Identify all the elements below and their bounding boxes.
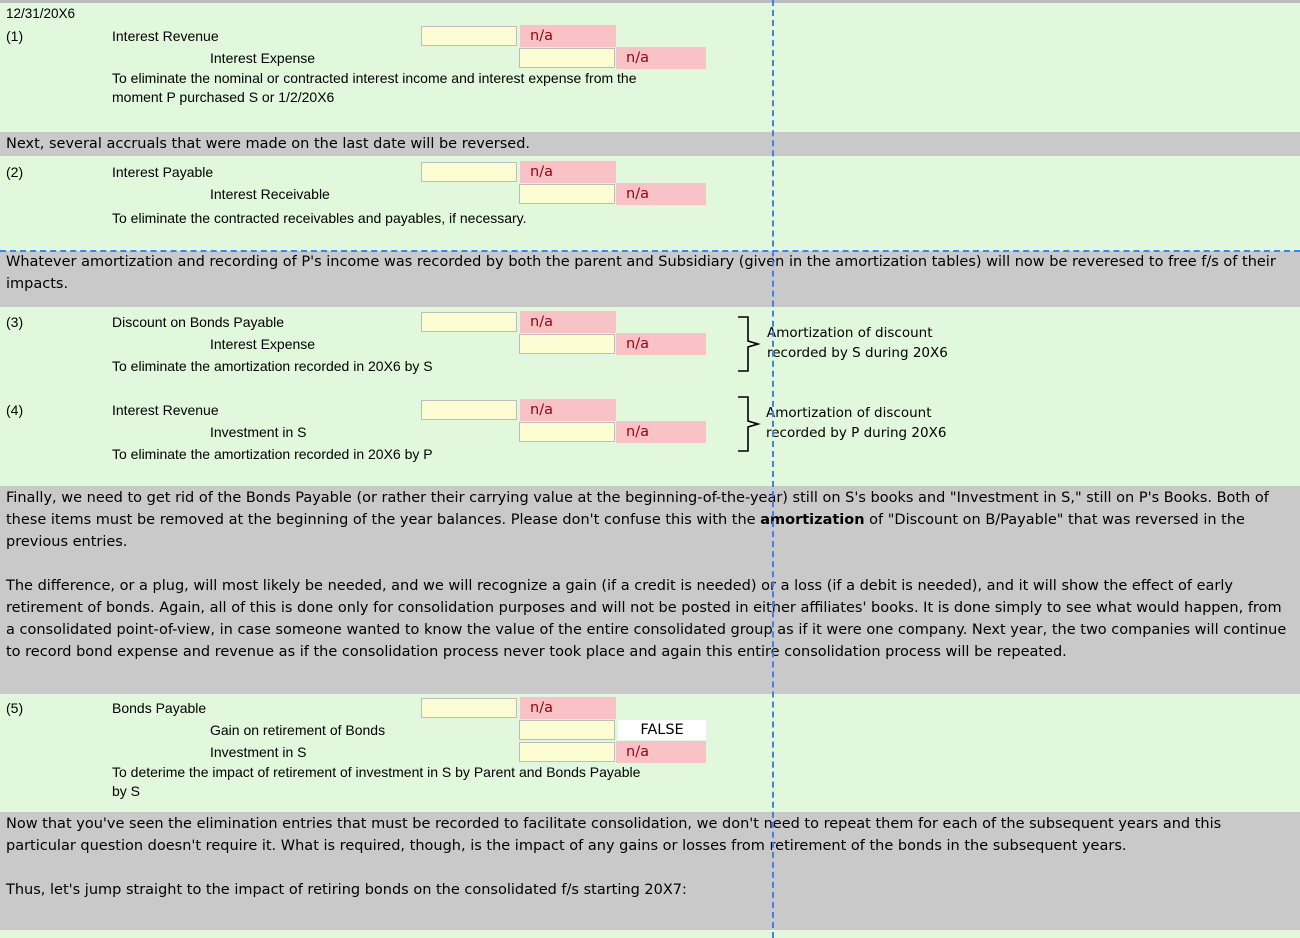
paragraph-remove-bonds-part2: of "Discount on B/Payable" that was reversed in the previous entries. bbox=[6, 512, 1245, 550]
entry-5-credit2-input[interactable] bbox=[519, 742, 615, 762]
entry-4-note-line2: recorded by P during 20X6 bbox=[766, 425, 947, 441]
entry-2-debit-input[interactable] bbox=[421, 162, 517, 182]
page-break-vertical bbox=[772, 0, 774, 938]
entry-5-debit-value[interactable]: n/a bbox=[520, 697, 616, 719]
paragraph-remove-bonds[interactable] bbox=[6, 487, 1291, 553]
brace-icon bbox=[736, 395, 762, 453]
entry-4-note-line1: Amortization of discount bbox=[766, 405, 932, 421]
entry-5-credit1-value[interactable]: FALSE bbox=[618, 720, 706, 740]
date-cell[interactable]: 12/31/20X6 bbox=[6, 6, 76, 21]
entry-4-debit-value[interactable]: n/a bbox=[520, 399, 616, 421]
entry-5-description-line1[interactable]: To deterime the impact of retirement of investment in S by Parent and Bonds Payable bbox=[112, 764, 641, 780]
paragraph-plug-gain-loss[interactable]: The difference, or a plug, will most likely be needed, and we will recognize a gain (if a credit is needed) or a loss (if a debit is needed), and it will show the effect of early retirement of bonds. Again, all of this is done only for consolidation purposes and will not be posted in either affiliates' books. It is done simply to see what would happen, from a consolidated point-of-view, in case someone wanted to know the value of the entire consolidated group as if it were one company. Next year, the two companies will continue to record bond expense and revenue as if the consolidation process never took place and again this entire consolidation process will be repeated. bbox=[6, 578, 1287, 660]
entry-3-debit-value[interactable]: n/a bbox=[520, 311, 616, 333]
paragraph-jump-to-20x7[interactable]: Thus, let's jump straight to the impact of retiring bonds on the consolidated f/s starting 20X7: bbox=[6, 882, 687, 898]
entry-2-debit-value[interactable]: n/a bbox=[520, 161, 616, 183]
entry-5-description-line2[interactable]: by S bbox=[112, 783, 141, 799]
amortization-emphasis: amortization bbox=[760, 512, 865, 528]
entry-3-note-line2: recorded by S during 20X6 bbox=[767, 345, 948, 361]
entry-3-credit-value[interactable]: n/a bbox=[616, 333, 706, 355]
page-break-horizontal bbox=[0, 250, 1300, 252]
entry-4-credit-account[interactable]: Investment in S bbox=[210, 424, 307, 440]
entry-4-credit-input[interactable] bbox=[519, 422, 615, 442]
paragraph-remove-bonds-part1: Finally, we need to get rid of the Bonds Payable (or rather their carrying value at the beginning-of-the-year) still on S's books and "Investment in S," still on P's Books. Both of these items must be removed at the beginning of the year balances. Please don't confuse this with the bbox=[6, 490, 1269, 528]
entry-4-credit-value[interactable]: n/a bbox=[616, 421, 706, 443]
entry-3-note-line1: Amortization of discount bbox=[767, 325, 933, 341]
entry-2-credit-value[interactable]: n/a bbox=[616, 183, 706, 205]
entry-1-credit-input[interactable] bbox=[519, 48, 615, 68]
entry-5-debit-account[interactable]: Bonds Payable bbox=[112, 700, 207, 716]
entry-1-credit-account[interactable]: Interest Expense bbox=[210, 50, 316, 66]
entry-5-credit2-account[interactable]: Investment in S bbox=[210, 744, 307, 760]
entry-5-credit1-account[interactable]: Gain on retirement of Bonds bbox=[210, 722, 386, 738]
entry-1-description-line2[interactable]: moment P purchased S or 1/2/20X6 bbox=[112, 89, 335, 105]
brace-icon bbox=[736, 315, 762, 373]
entry-5-credit2-value[interactable]: n/a bbox=[616, 741, 706, 763]
entry-1-description-line1[interactable]: To eliminate the nominal or contracted interest income and interest expense from the bbox=[112, 70, 637, 86]
entry-2-credit-account[interactable]: Interest Receivable bbox=[210, 186, 330, 202]
grid-top-border bbox=[0, 0, 1300, 3]
entry-3-debit-input[interactable] bbox=[421, 312, 517, 332]
paragraph-subsequent-years[interactable]: Now that you've seen the elimination entries that must be recorded to facilitate consolidation, we don't need to repeat them for each of the subsequent years and this particular question doesn't require it. What is required, though, is the impact of any gains or losses from retirement of the bonds in the subsequent years. bbox=[6, 816, 1222, 854]
entry-5-debit-input[interactable] bbox=[421, 698, 517, 718]
entry-5-number[interactable]: (5) bbox=[6, 700, 24, 716]
entry-3-description[interactable]: To eliminate the amortization recorded in 20X6 by S bbox=[112, 358, 433, 374]
entry-3-number[interactable]: (3) bbox=[6, 314, 24, 330]
entry-1-debit-value[interactable]: n/a bbox=[520, 25, 616, 47]
entry-1-debit-input[interactable] bbox=[421, 26, 517, 46]
entry-4-debit-account[interactable]: Interest Revenue bbox=[112, 402, 219, 418]
entry-3-credit-input[interactable] bbox=[519, 334, 615, 354]
entry-4-debit-input[interactable] bbox=[421, 400, 517, 420]
entry-1-credit-value[interactable]: n/a bbox=[616, 47, 706, 69]
entry-4-number[interactable]: (4) bbox=[6, 402, 24, 418]
entry-2-debit-account[interactable]: Interest Payable bbox=[112, 164, 214, 180]
entry-4-description[interactable]: To eliminate the amortization recorded in 20X6 by P bbox=[112, 446, 433, 462]
entry-1-debit-account[interactable]: Interest Revenue bbox=[112, 28, 219, 44]
entry-3-credit-account[interactable]: Interest Expense bbox=[210, 336, 316, 352]
paragraph-amortization-reversal[interactable]: Whatever amortization and recording of P's income was recorded by both the parent and Subsidiary (given in the amortization tables) will now be reveresed to free f/s of their impacts. bbox=[6, 254, 1276, 292]
entry-2-description[interactable]: To eliminate the contracted receivables and payables, if necessary. bbox=[112, 210, 527, 226]
entry-2-number[interactable]: (2) bbox=[6, 164, 24, 180]
entry-5-credit1-input[interactable] bbox=[519, 720, 615, 740]
entry-3-debit-account[interactable]: Discount on Bonds Payable bbox=[112, 314, 284, 330]
entry-2-credit-input[interactable] bbox=[519, 184, 615, 204]
entry-1-number[interactable]: (1) bbox=[6, 28, 24, 44]
paragraph-reverse-accruals[interactable]: Next, several accruals that were made on the last date will be reversed. bbox=[6, 136, 531, 152]
